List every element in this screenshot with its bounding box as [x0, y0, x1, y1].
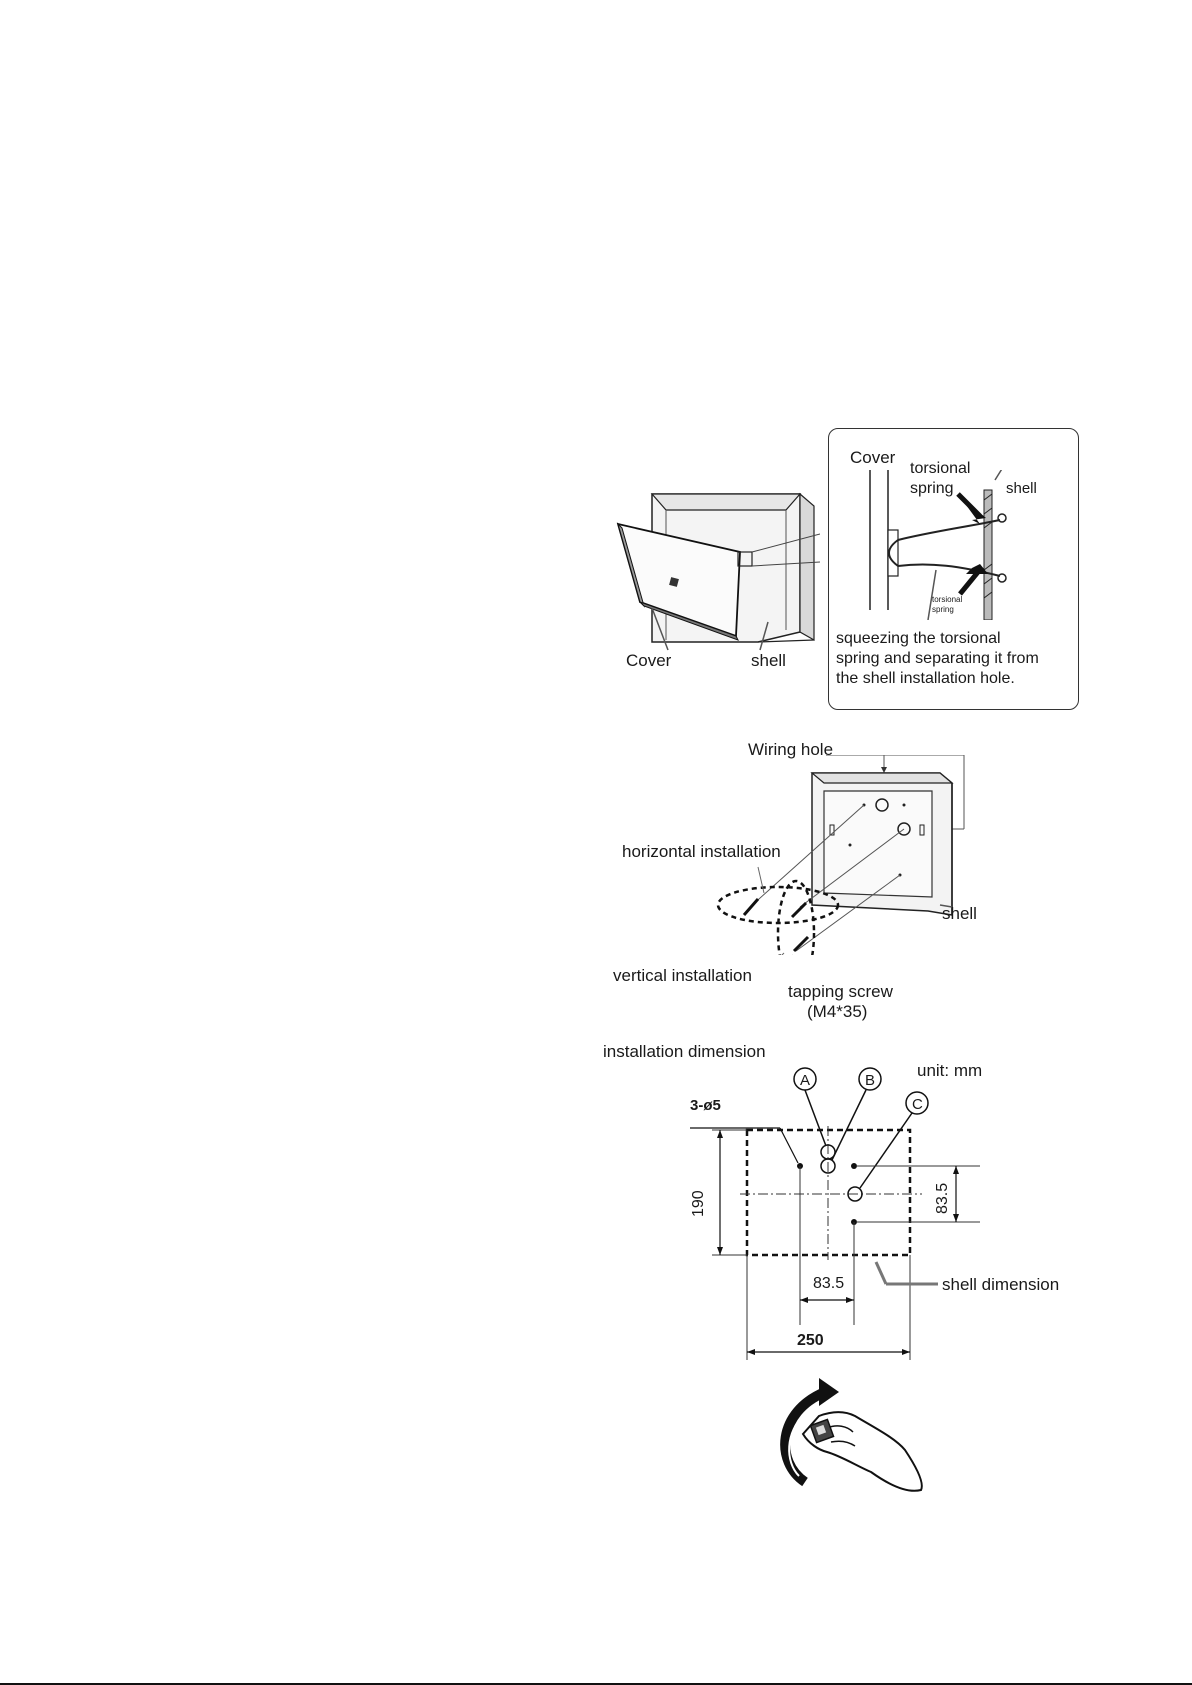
wiring-hole-label: Wiring hole — [748, 740, 834, 759]
detail-small-spring-label-1: torsional — [932, 595, 963, 604]
holes-spec-label: 3-ø5 — [690, 1097, 721, 1114]
marker-b: B — [865, 1072, 876, 1089]
detail-cover-label: Cover — [850, 448, 896, 467]
cover-label: Cover — [626, 651, 672, 670]
detail-instruction-line-3: the shell installation hole. — [836, 670, 1015, 687]
horizontal-installation-label: horizontal installation — [622, 842, 781, 861]
shell-label: shell — [751, 651, 786, 670]
detail-shell-label: shell — [1006, 480, 1037, 497]
width-dimension-250: 250 — [797, 1332, 824, 1349]
tapping-screw-label-2: (M4*35) — [807, 1002, 868, 1021]
tapping-screw-label-1: tapping screw — [788, 982, 893, 1001]
detail-instruction-line-1: squeezing the torsional — [836, 630, 1001, 647]
detail-torsional-spring-label-2: spring — [910, 480, 954, 497]
height-dimension-190: 190 — [690, 1190, 707, 1217]
marker-a: A — [800, 1072, 811, 1089]
right-dimension-83-5: 83.5 — [934, 1182, 951, 1214]
bottom-inner-dimension-83-5: 83.5 — [813, 1275, 845, 1292]
marker-c: C — [912, 1096, 923, 1113]
detail-torsional-spring-label-1: torsional — [910, 460, 971, 477]
shell-dimension-label: shell dimension — [942, 1275, 1060, 1294]
vertical-installation-label: vertical installation — [613, 966, 752, 985]
shell-label-2: shell — [942, 904, 977, 923]
unit-label: unit: mm — [917, 1061, 983, 1080]
detail-instruction-line-2: spring and separating it from — [836, 650, 1039, 667]
cover-shell-illustration — [600, 490, 820, 655]
hand-rotation-illustration — [775, 1372, 935, 1502]
detail-small-spring-label-2: spring — [932, 605, 954, 614]
installation-dimension-title: installation dimension — [603, 1042, 766, 1061]
